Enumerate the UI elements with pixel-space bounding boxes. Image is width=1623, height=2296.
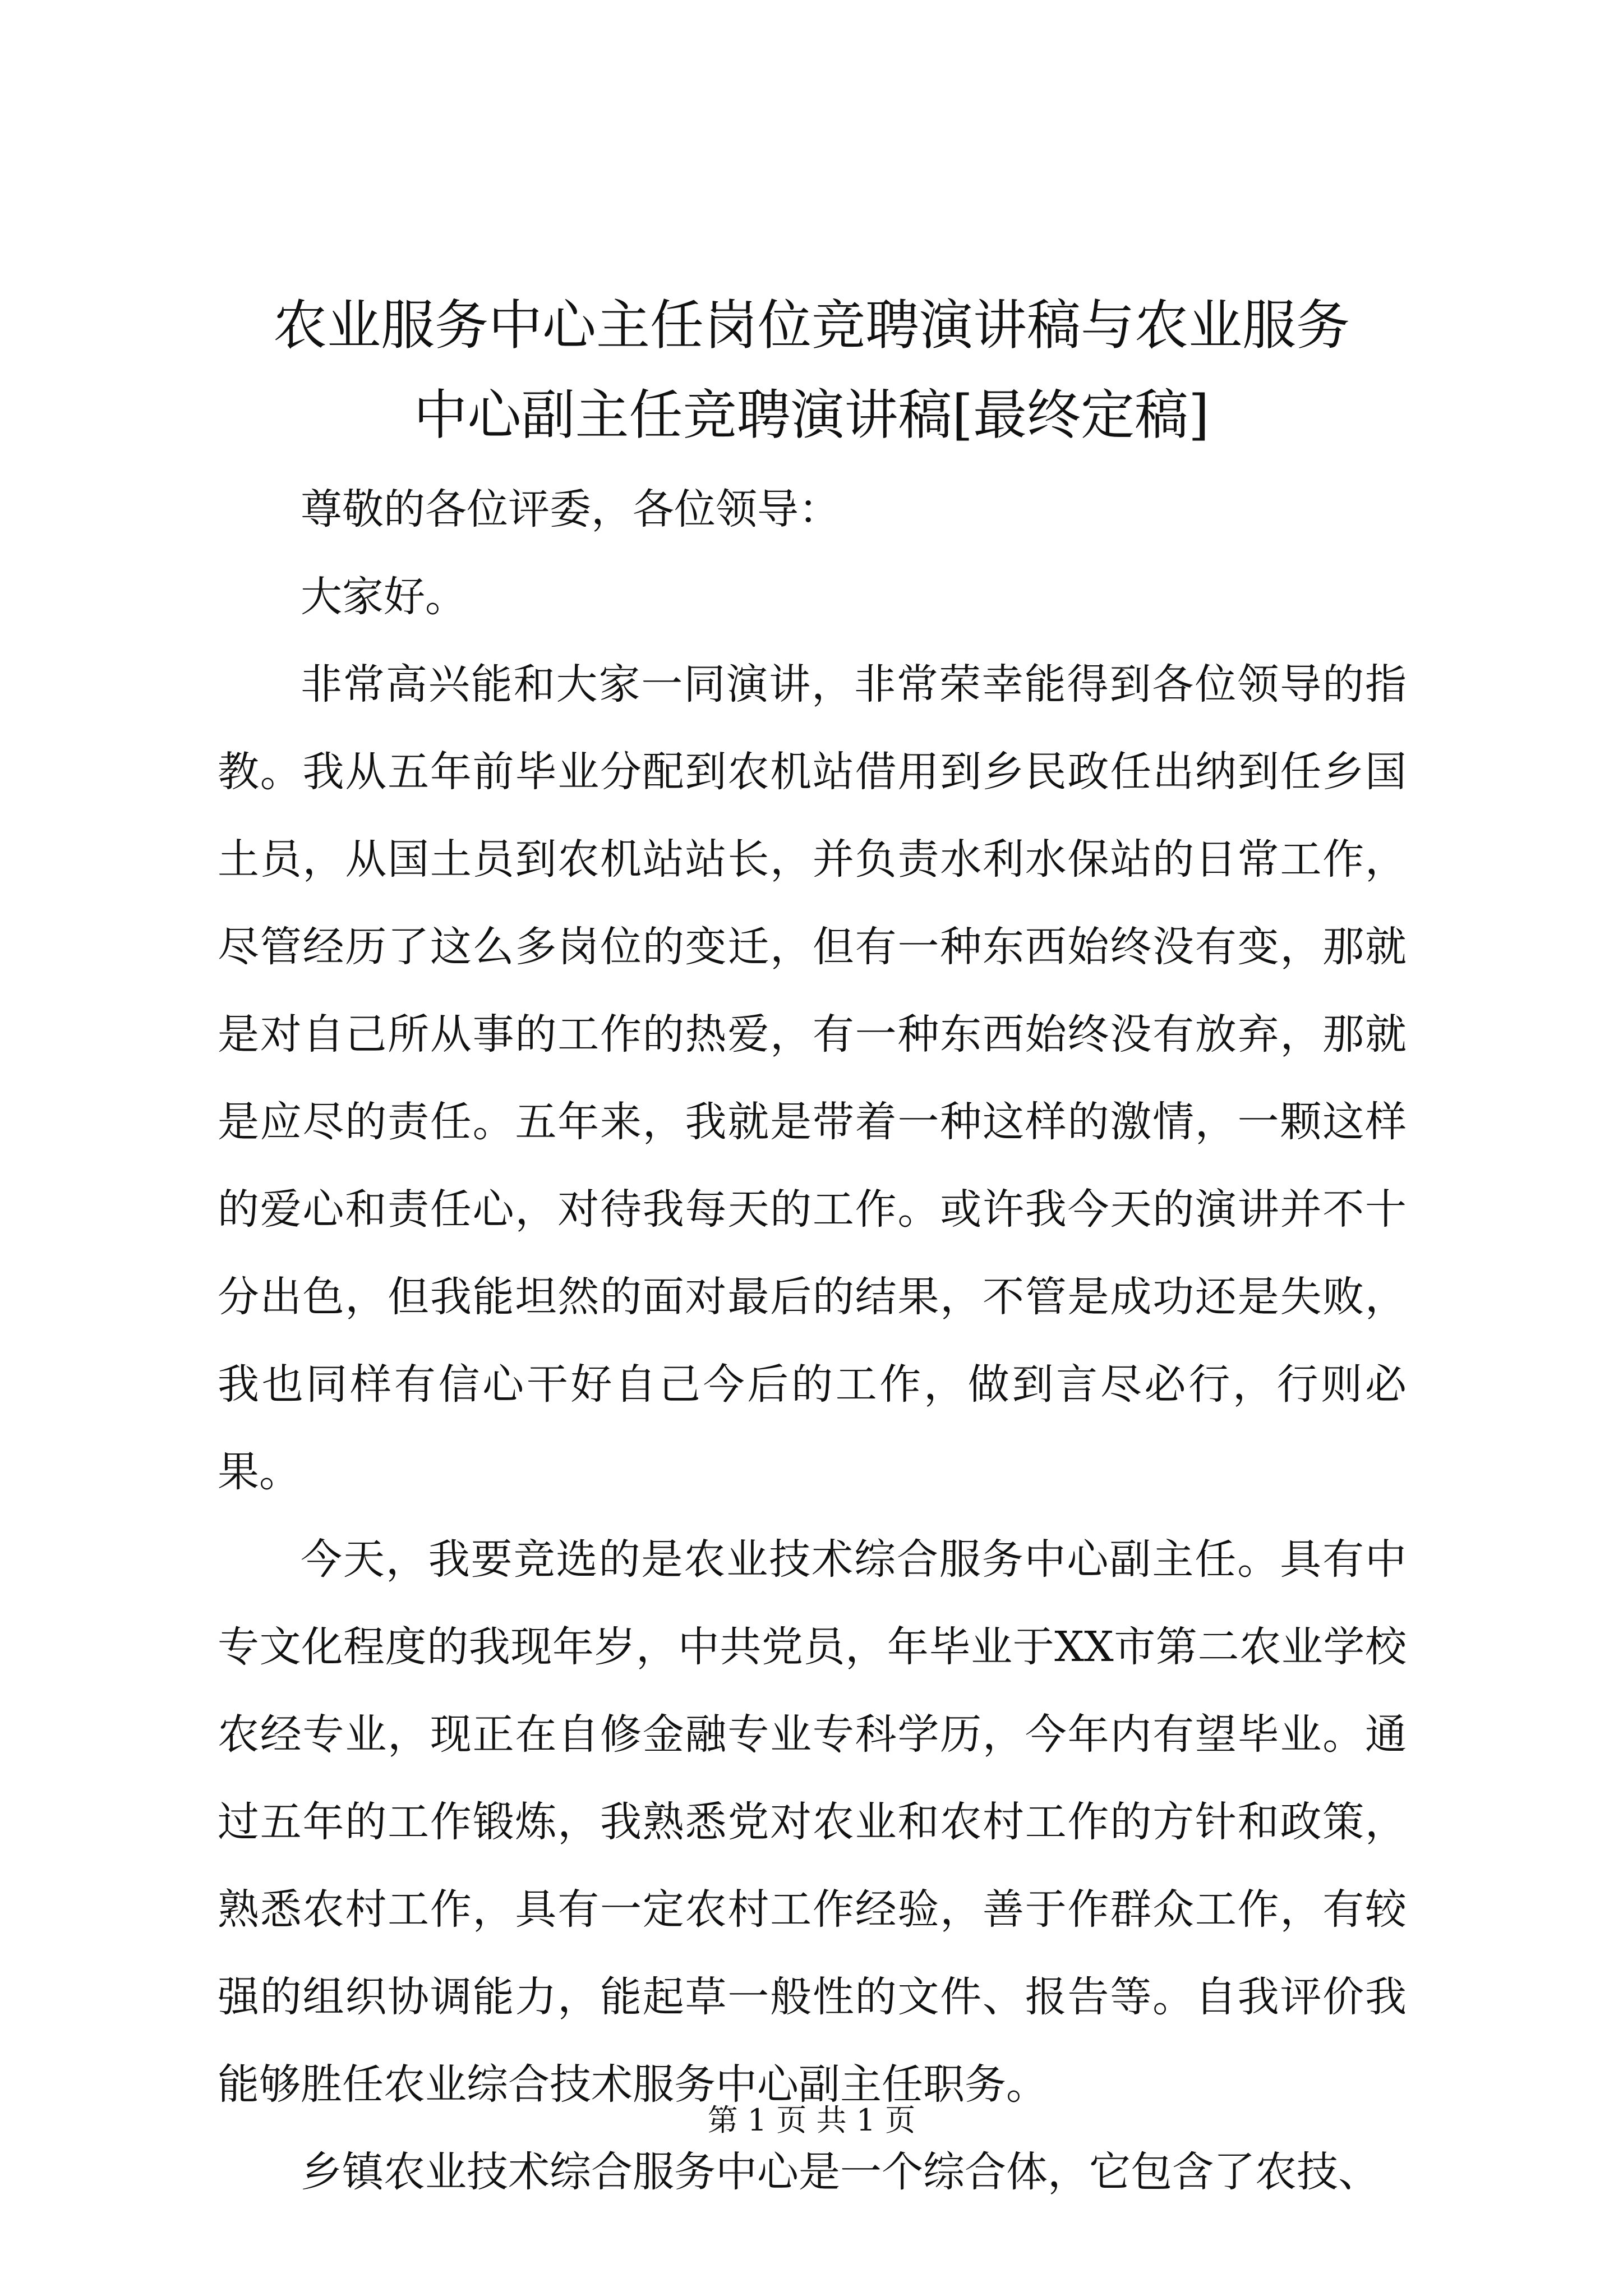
greeting-paragraph: 大家好。 bbox=[301, 573, 467, 621]
salutation-paragraph: 尊敬的各位评委，各位领导： bbox=[301, 485, 840, 533]
document-body bbox=[218, 466, 1407, 2216]
body-paragraph: 非常高兴能和大家一同演讲，非常荣幸能得到各位领导的指教。我从五年前毕业分配到农机站借用到乡民政任出纳到任乡国土员，从国土员到农机站站长，并负责水利水保站的日常工作，尽管经历了这么多岗位的变迁，但有一种东西始终没有变，那就是对自己所从事的工作的热爱，有一种东西始终没有放弃，那就是应尽的责任。五年来，我就是带着一种这样的激情，一颗这样的爱心和责任心，对待我每天的工作。或许我今天的演讲并不十分出色，但我能坦然的面对最后的结果，不管是成功还是失败，我也同样有信心干好自己今后的工作，做到言尽必行，行则必果。 bbox=[218, 660, 1407, 1496]
body-paragraph: 乡镇农业技术综合服务中心是一个综合体，它包含了农技、 bbox=[301, 2148, 1380, 2196]
page-footer bbox=[0, 2101, 1623, 2140]
title-line-1: 农业服务中心主任岗位竞聘演讲稿与农业服务 bbox=[273, 294, 1350, 357]
page-number: 第 1 页 共 1 页 bbox=[707, 2102, 916, 2138]
document-title bbox=[168, 280, 1455, 460]
title-line-2: 中心副主任竞聘演讲稿[最终定稿] bbox=[413, 384, 1210, 447]
body-paragraph: 今天，我要竞选的是农业技术综合服务中心副主任。具有中专文化程度的我现年岁，中共党员，年毕业于XX市第二农业学校农经专业，现正在自修金融专业专科学历，今年内有望毕业。通过五年的工作锻炼，我熟悉党对农业和农村工作的方针和政策，熟悉农村工作，具有一定农村工作经验，善于作群众工作，有较强的组织协调能力，能起草一般性的文件、报告等。自我评价我能够胜任农业综合技术服务中心副主任职务。 bbox=[218, 1535, 1407, 2109]
